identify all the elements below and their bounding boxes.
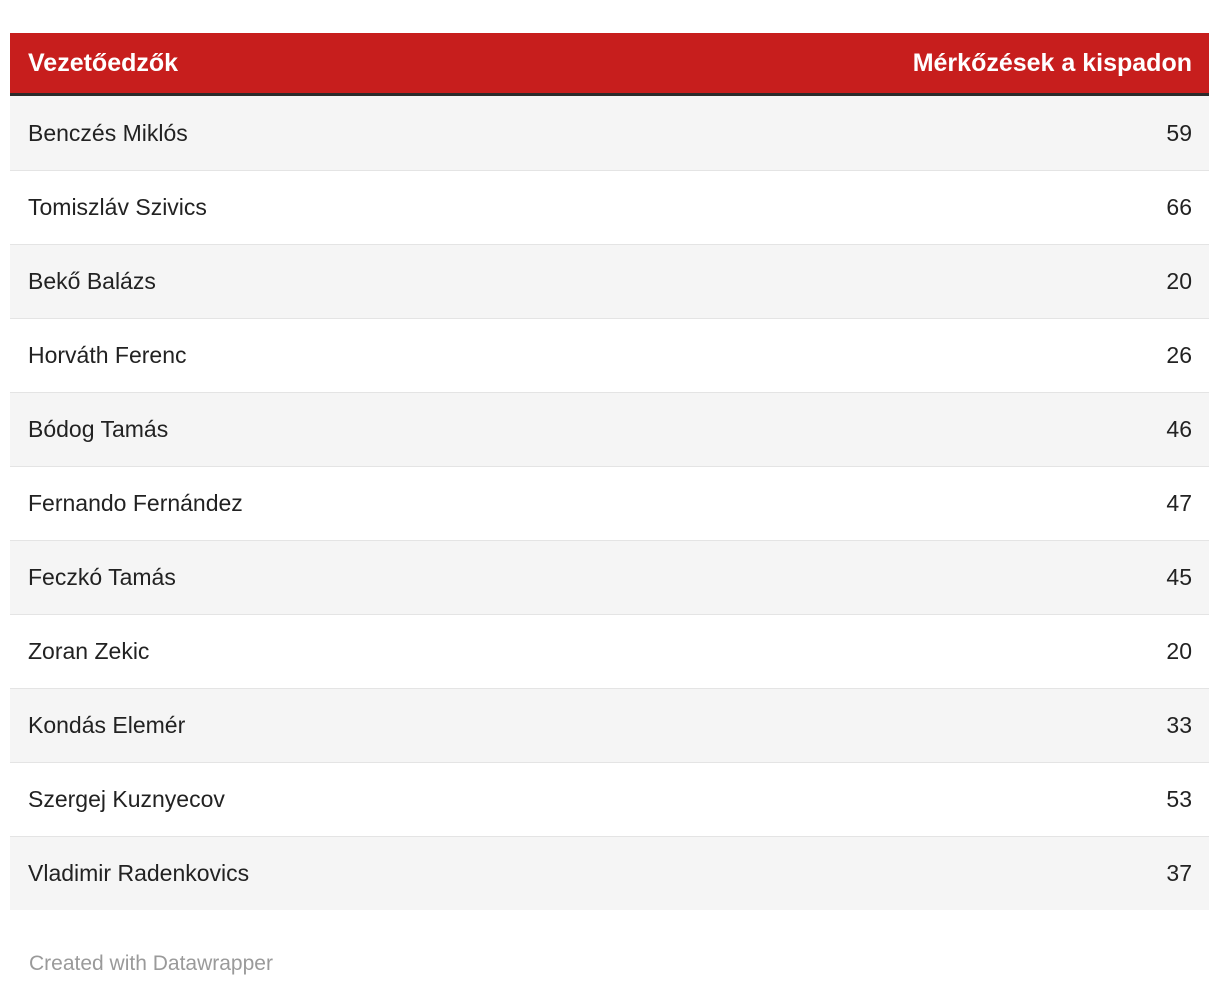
table-row (10, 540, 1209, 614)
coach-name-cell: Tomiszláv Szivics (28, 194, 207, 220)
matches-value-cell: 33 (1166, 712, 1192, 738)
coach-name-cell: Horváth Ferenc (28, 342, 187, 368)
column-header-matches: Mérkőzések a kispadon (912, 48, 1192, 77)
matches-value-cell: 26 (1166, 342, 1192, 368)
datawrapper-table-chart (10, 0, 1209, 976)
table-row (10, 836, 1209, 910)
matches-value-cell: 20 (1166, 638, 1192, 664)
matches-value-cell: 46 (1166, 416, 1192, 442)
coach-name-cell: Fernando Fernández (28, 490, 243, 516)
matches-value-cell: 53 (1166, 786, 1192, 812)
coaches-table (10, 33, 1209, 910)
attribution-footer (29, 952, 1209, 976)
column-header-coaches: Vezetőedzők (28, 48, 179, 77)
coach-name-cell: Bódog Tamás (28, 416, 169, 442)
table-row (10, 318, 1209, 392)
table-header-row (10, 33, 1209, 96)
table-row (10, 688, 1209, 762)
datawrapper-attribution-link[interactable]: Created with Datawrapper (29, 952, 273, 975)
table-row (10, 392, 1209, 466)
table-row (10, 170, 1209, 244)
coach-name-cell: Benczés Miklós (28, 119, 188, 146)
table-row (10, 244, 1209, 318)
coach-name-cell: Bekő Balázs (28, 268, 156, 294)
matches-value-cell: 37 (1166, 860, 1192, 886)
coach-name-cell: Zoran Zekic (28, 638, 150, 664)
table-row (10, 614, 1209, 688)
coach-name-cell: Kondás Elemér (28, 712, 186, 738)
coach-name-cell: Szergej Kuznyecov (28, 786, 225, 812)
matches-value-cell: 20 (1166, 268, 1192, 294)
matches-value-cell: 45 (1166, 564, 1192, 590)
table-row (10, 466, 1209, 540)
table-row (10, 762, 1209, 836)
matches-value-cell: 59 (1166, 119, 1192, 146)
coach-name-cell: Vladimir Radenkovics (28, 860, 250, 886)
matches-value-cell: 66 (1166, 194, 1192, 220)
coach-name-cell: Feczkó Tamás (28, 564, 176, 590)
table-row (10, 96, 1209, 170)
matches-value-cell: 47 (1166, 490, 1192, 516)
